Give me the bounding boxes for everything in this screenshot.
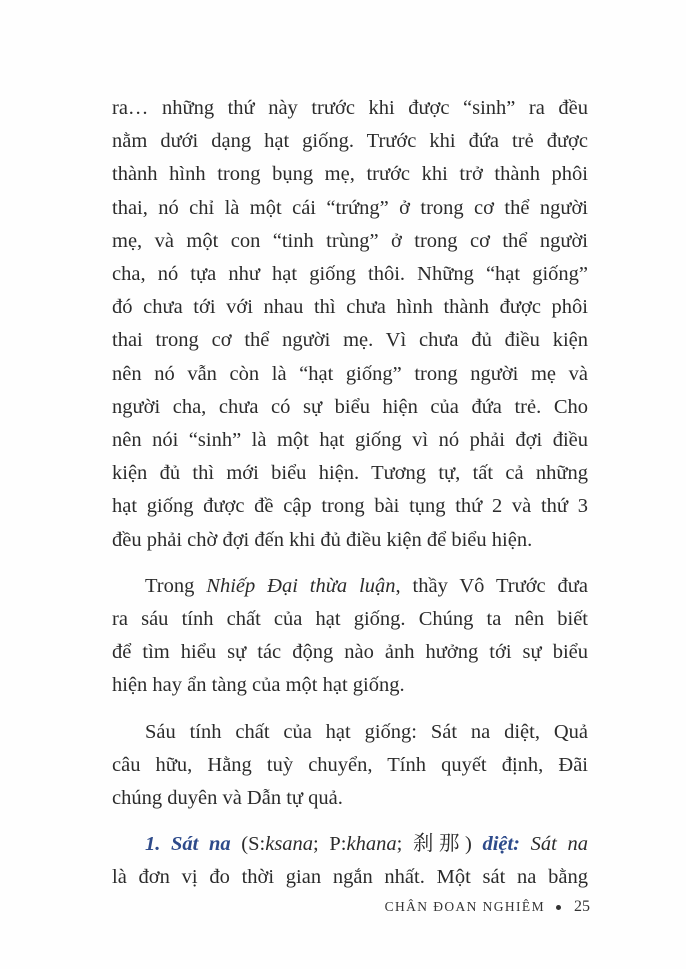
text-line: hạt giống được đề cập trong bài tụng thứ 2 và thứ 3 [112, 495, 588, 518]
text-line: thành hình trong bụng mẹ, trước khi trở thành phôi [112, 163, 588, 186]
text-line: là đơn vị đo thời gian ngắn nhất. Một sát na bằng [112, 866, 588, 889]
bullet-separator [556, 905, 561, 910]
text-line: thai, nó chỉ là một cái “trứng” ở trong cơ thể người [112, 196, 588, 219]
page-number: 25 [574, 898, 590, 915]
sanskrit-term: ksana [265, 833, 314, 856]
text-run: Trong [145, 574, 207, 597]
text-run: Sát na [520, 833, 588, 856]
text-line: nằm dưới dạng hạt giống. Trước khi đứa trẻ được [112, 130, 588, 153]
paragraph-4 [112, 828, 588, 894]
text-line: mẹ, và một con “tinh trùng” ở trong cơ thể người [112, 229, 588, 252]
text-line: Sáu tính chất của hạt giống: Sát na diệt, Quả [145, 720, 588, 743]
term-heading-2: diệt: [482, 833, 521, 856]
text-line: người cha, chưa có sự biểu hiện của đứa trẻ. Cho [112, 395, 588, 418]
text-line: ra… những thứ này trước khi được “sinh” ra đều [112, 97, 588, 119]
pali-term: khana [346, 833, 397, 856]
text-line: nên nói “sinh” là một hạt giống vì nó phải đợi điều [112, 429, 588, 452]
text-run: (S: [230, 833, 266, 856]
page-body [112, 92, 588, 895]
text-line [112, 570, 588, 603]
text-line: cha, nó tựa như hạt giống thôi. Những “hạt giống” [112, 263, 588, 286]
text-line: hiện hay ẩn tàng của một hạt giống. [112, 674, 405, 697]
text-line: kiện đủ thì mới biểu hiện. Tương tự, tất cả những [112, 462, 588, 485]
text-line: nên nó vẫn còn là “hạt giống” trong người mẹ và [112, 362, 588, 385]
text-line: thai trong cơ thể người mẹ. Vì chưa đủ điều kiện [112, 329, 588, 352]
paragraph-3 [112, 716, 588, 816]
cjk-term: ; 刹那) [396, 833, 483, 856]
paragraph-2 [112, 570, 588, 703]
text-line: đó chưa tới với nhau thì chưa hình thành được phôi [112, 296, 588, 319]
text-line: để tìm hiểu sự tác động nào ảnh hưởng tới sự biểu [112, 641, 588, 664]
term-heading: 1. Sát na [145, 833, 231, 856]
text-line: đều phải chờ đợi đến khi đủ điều kiện để biểu hiện. [112, 528, 533, 551]
book-title: Nhiếp Đại thừa luận [206, 574, 396, 597]
text-run: ; P: [313, 833, 347, 856]
text-line: ra sáu tính chất của hạt giống. Chúng ta nên biết [112, 608, 588, 631]
text-line: câu hữu, Hằng tuỳ chuyển, Tính quyết định, Đãi [112, 753, 588, 776]
text-run: , thầy Vô Trước đưa [395, 574, 588, 597]
paragraph-1 [112, 92, 588, 557]
text-line [112, 828, 588, 861]
running-title: CHÂN ĐOAN NGHIÊM [384, 899, 545, 914]
text-line: chúng duyên và Dẫn tự quả. [112, 787, 343, 810]
page-footer [380, 898, 590, 916]
